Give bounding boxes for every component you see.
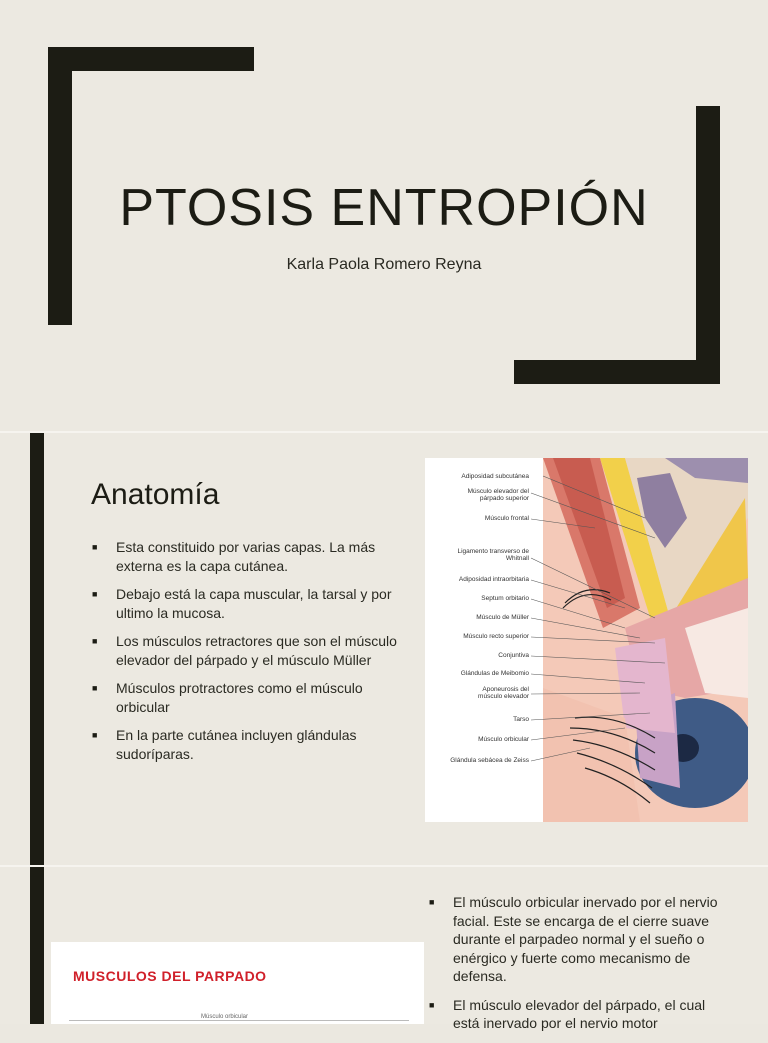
anatomy-bullet-list xyxy=(92,538,397,773)
figure-label: Músculo de Müller xyxy=(476,614,529,621)
list-item: ■ Músculos protractores como el músculo orbicular xyxy=(92,679,397,716)
image-rule xyxy=(69,1020,409,1021)
figure-label: Músculo orbicular xyxy=(478,736,529,743)
frame-bar-top-left-horizontal xyxy=(48,47,254,71)
figure-label: Adiposidad subcutánea xyxy=(461,473,529,480)
figure-label: Ligamento transverso de Whitnall xyxy=(457,548,529,562)
eyelid-muscles-image xyxy=(51,942,424,1024)
figure-label: Glándulas de Meibomio xyxy=(460,670,529,677)
slide-accent-bar xyxy=(30,867,44,1024)
list-item: ■ En la parte cutánea incluyen glándulas sudoríparas. xyxy=(92,726,397,763)
image-caption: Músculo orbicular xyxy=(201,1014,249,1020)
list-item: ■ Debajo está la capa muscular, la tarsal y por ultimo la mucosa. xyxy=(92,585,397,622)
frame-bar-bottom-right-horizontal xyxy=(514,360,720,384)
eyelid-anatomy-figure xyxy=(425,458,748,822)
image-title: MUSCULOS DEL PARPADO xyxy=(73,968,267,984)
eyelid-anatomy-illustration xyxy=(425,458,748,822)
figure-label: Aponeurosis del músculo elevador xyxy=(478,686,529,700)
figure-label: Conjuntiva xyxy=(498,652,529,659)
figure-label: Tarso xyxy=(513,716,529,723)
slide-accent-bar xyxy=(30,433,44,865)
slide-subtitle: Karla Paola Romero Reyna xyxy=(286,256,482,273)
anatomy-heading: Anatomía xyxy=(91,478,220,511)
figure-label: Músculo elevador del párpado superior xyxy=(467,488,529,502)
figure-label: Septum orbitario xyxy=(481,595,529,602)
slide-title: PTOSIS ENTROPIÓN xyxy=(119,179,649,237)
title-slide xyxy=(0,0,768,431)
list-item: ■ Esta constituido por varias capas. La más externa es la capa cutánea. xyxy=(92,538,397,575)
list-item: ■ Los músculos retractores que son el músculo elevador del párpado y el músculo Müller xyxy=(92,632,397,669)
muscles-bullet-list xyxy=(429,893,729,1043)
frame-bar-bottom-right-vertical xyxy=(696,106,720,384)
list-item: ■ El músculo elevador del párpado, el cual está inervado por el nervio motor xyxy=(429,996,729,1033)
figure-label: Glándula sebácea de Zeiss xyxy=(450,757,529,764)
list-item: ■ El músculo orbicular inervado por el nervio facial. Este se encarga de el cierre suave durante el parpadeo normal y el sueño o enérgico y fuerte como mecanismo de defensa. xyxy=(429,893,729,986)
figure-label: Músculo recto superior xyxy=(463,633,529,640)
figure-label: Músculo frontal xyxy=(484,515,529,522)
figure-label: Adiposidad intraorbitaria xyxy=(458,576,529,583)
